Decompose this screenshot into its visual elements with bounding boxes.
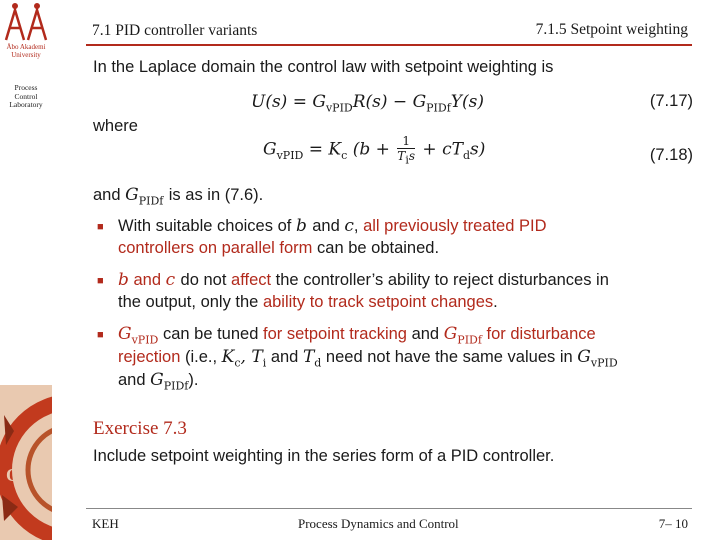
bullet-1: With suitable choices of b and c, all previously treated PID <box>118 216 547 236</box>
footer-course: Process Dynamics and Control <box>298 516 459 531</box>
sidebar <box>0 0 52 540</box>
bullet-3: $G_{vPID}$ can be tuned for setpoint tracking and $G_{PIDf}$ for disturbance <box>118 324 596 347</box>
lab-name <box>0 84 52 110</box>
where-text: where <box>93 117 138 135</box>
subsection-title: 7.1.5 Setpoint weighting <box>535 21 688 38</box>
section-title: 7.1 PID controller variants <box>92 22 258 39</box>
exercise-text: Include setpoint weighting in the series form of a PID controller. <box>93 447 555 465</box>
equation-number: (7.17) <box>649 92 693 110</box>
bullet-3-cont: rejection (i.e., $K_c$, $T_i$ and $T_d$ need not have the same values in $G_{vPID}$ <box>118 347 618 370</box>
gpidf-note: and $G_{PIDf}$ is as in (7.6). <box>93 185 264 208</box>
university-logo-icon <box>0 0 52 44</box>
bullet-icon: ■ <box>97 221 104 233</box>
bullet-2-cont: the output, only the ability to track setpoint changes. <box>118 293 498 311</box>
equation-7-17: $U(s) = G_{vPID}R(s) - G_{PIDf}Y(s)$ <box>251 92 485 115</box>
bullet-3-cont2: and $G_{PIDf}$). <box>118 370 199 393</box>
seal-watermark-icon <box>0 385 52 540</box>
footer-author: KEH <box>92 516 119 531</box>
exercise-title: Exercise 7.3 <box>93 418 187 439</box>
lab-line: Control <box>14 91 38 101</box>
university-name: Åbo Akademi University <box>6 43 46 59</box>
lab-line: Process <box>14 83 38 92</box>
page-number: 7– 10 <box>658 516 688 531</box>
bullet-icon: ■ <box>97 275 104 287</box>
bullet-1-cont: controllers on parallel form can be obtained. <box>118 239 440 257</box>
intro-text: In the Laplace domain the control law with setpoint weighting is <box>93 58 554 76</box>
equation-7-18: $G_{vPID} = K_c$ (b + $\frac{1}{T_is}$ + $cT_ds$) <box>263 134 486 167</box>
svg-text:O: O <box>6 465 21 485</box>
bullet-2: b and c do not affect the controller’s ability to reject disturbances in <box>118 270 609 290</box>
header-divider <box>86 44 692 46</box>
footer-divider <box>86 508 692 509</box>
bullet-icon: ■ <box>97 329 104 341</box>
lab-line: Laboratory <box>9 100 43 109</box>
equation-number: (7.18) <box>649 146 693 164</box>
